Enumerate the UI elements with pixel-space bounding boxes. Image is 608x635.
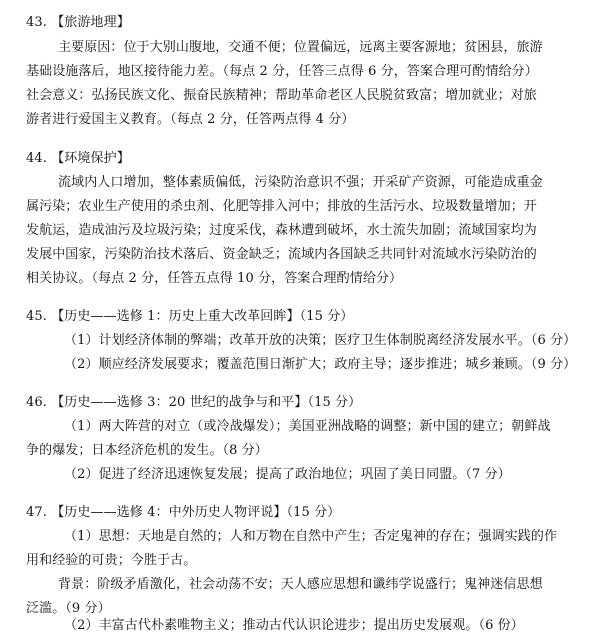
- q43-line-3: 社会意义：弘扬民族文化、振奋民族精神；帮助革命老区人民脱贫致富；增加就业；对旅: [26, 88, 537, 103]
- q45-line-1: （1）计划经济体制的弊端；改革开放的决策；医疗卫生体制脱离经济发展水平。（6 分）: [64, 333, 577, 348]
- q43-line-4: 游者进行爱国主义教育。（每点 2 分，任答两点得 4 分）: [26, 112, 355, 127]
- q44-line-4: 发展中国家，污染防治技术落后、资金缺乏；流域内各国缺乏共同针对流域水污染防治的: [26, 247, 537, 262]
- q46-line-2: 争的爆发；日本经济危机的发生。（8 分）: [26, 443, 268, 458]
- q47-line-1: （1）思想：天地是自然的；人和万物在自然中产生；否定鬼神的存在；强调实践的作: [64, 529, 558, 544]
- q44-line-2: 属污染；农业生产使用的杀虫剂、化肥等排入河中；排放的生活污水、垃圾数量增加；开: [26, 199, 537, 214]
- q45-line-2: （2）顺应经济发展要求；覆盖范围日渐扩大；政府主导；逐步推进；城乡兼顾。（9 分）: [64, 357, 577, 372]
- q44-line-1: 流域内人口增加，整体素质偏低，污染防治意识不强；开采矿产资源，可能造成重金: [58, 175, 543, 190]
- q43-heading: 43. 【旅游地理】: [26, 15, 130, 30]
- q47-line-4: 泛滥。（9 分）: [26, 601, 111, 616]
- q45-heading: 45. 【历史——选修 1：历史上重大改革回眸】（15 分）: [26, 309, 354, 324]
- q47-heading: 47. 【历史——选修 4：中外历史人物评说】（15 分）: [26, 505, 341, 520]
- q46-heading: 46. 【历史——选修 3：20 世纪的战争与和平】（15 分）: [26, 395, 362, 410]
- q44-line-5: 相关协议。（每点 2 分，任答五点得 10 分，答案合理酌情给分）: [26, 271, 403, 286]
- q46-line-3: （2）促进了经济迅速恢复发展；提高了政治地位；巩固了美日同盟。（7 分）: [64, 467, 511, 482]
- q47-line-3: 背景：阶级矛盾激化，社会动荡不安；天人感应思想和谶纬学说盛行；鬼神迷信思想: [58, 577, 543, 592]
- q43-line-1: 主要原因：位于大别山腹地，交通不便；位置偏远，远离主要客源地；贫困县，旅游: [58, 40, 543, 55]
- q47-line-2: 用和经验的可贵；今胜于古。: [26, 553, 197, 568]
- q44-line-3: 发航运，造成油污及垃圾污染；过度采伐，森林遭到破坏，水土流失加剧；流域国家均为: [26, 223, 537, 238]
- q43-line-2: 基础设施落后，地区接待能力差。（每点 2 分，任答三点得 6 分，答案合理可酌情给分）: [26, 64, 538, 79]
- q44-heading: 44. 【环境保护】: [26, 151, 130, 166]
- q46-line-1: （1）两大阵营的对立（或冷战爆发）；美国亚洲战略的调整；新中国的建立；朝鲜战: [64, 419, 551, 434]
- q47-line-5: （2）丰富古代朴素唯物主义；推动古代认识论进步；提出历史发展观。（6 份）: [64, 618, 524, 633]
